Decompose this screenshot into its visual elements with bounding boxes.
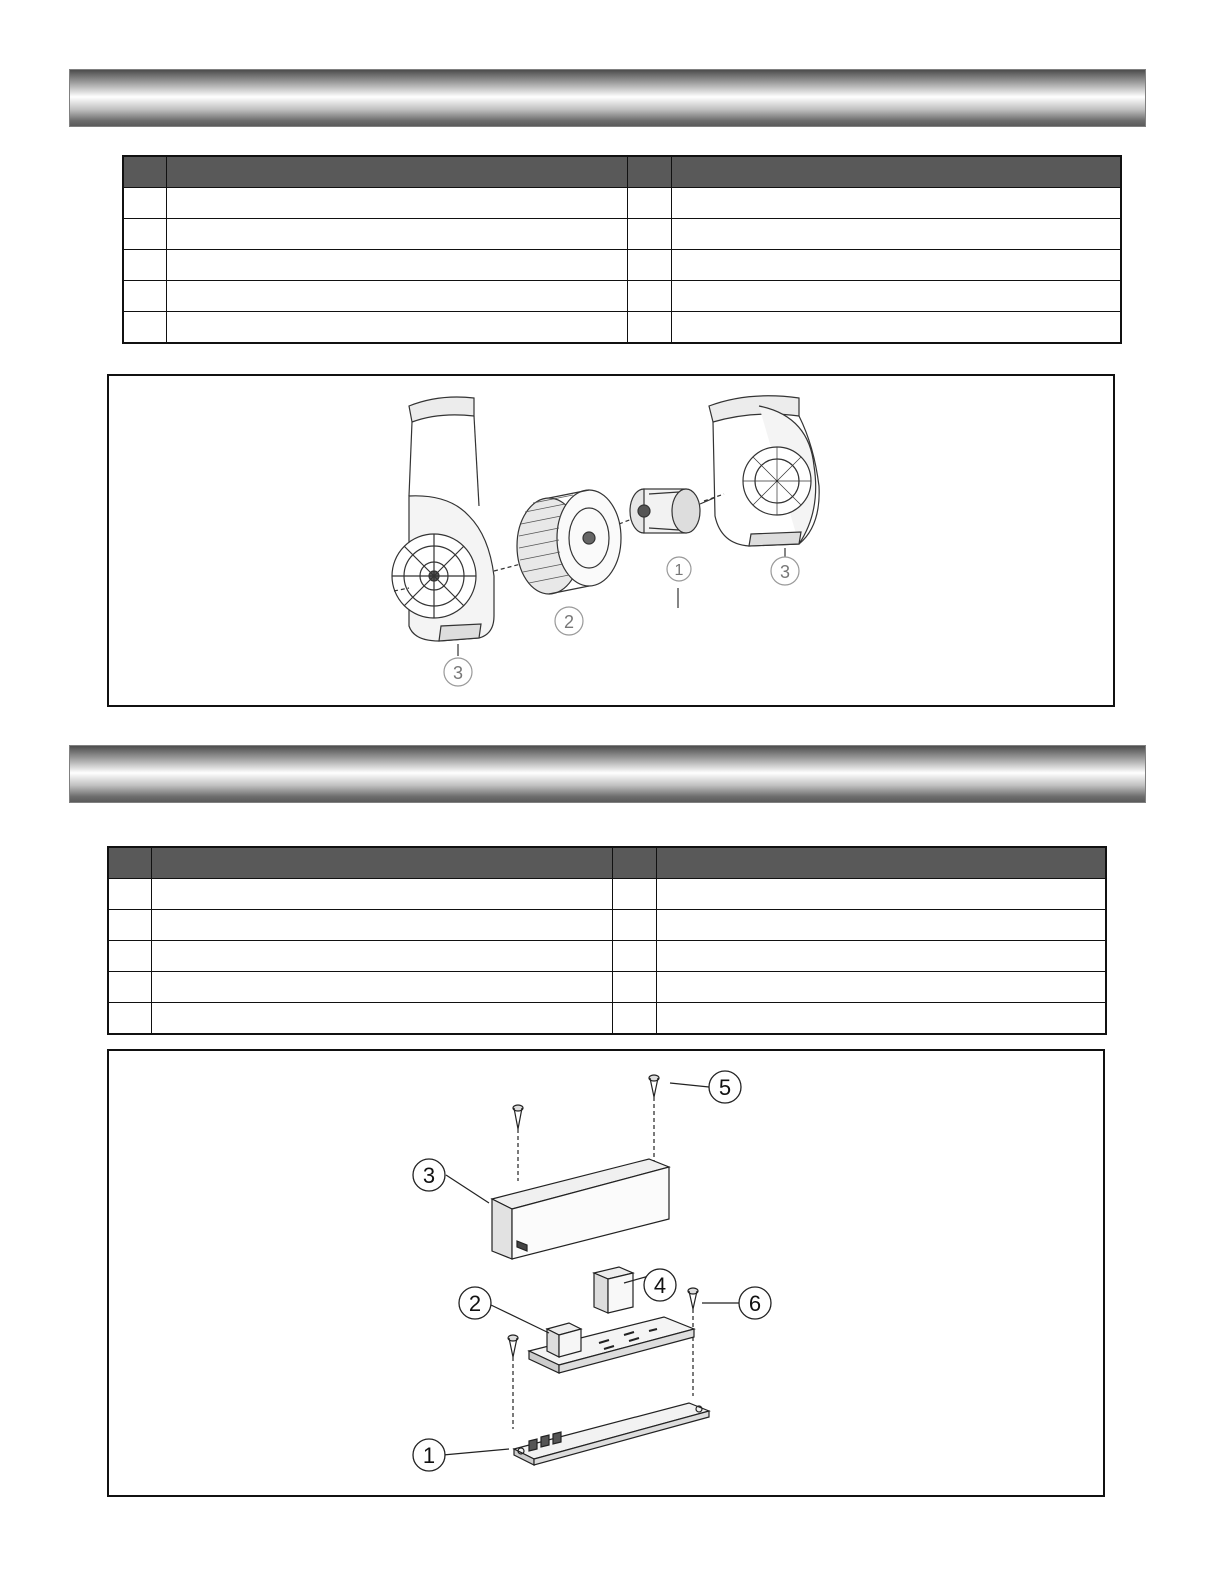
circuit-board — [529, 1317, 694, 1373]
header-no — [627, 156, 671, 188]
left-blower-housing — [392, 397, 494, 641]
table-row — [108, 941, 1106, 972]
table-cell — [627, 281, 671, 312]
table-header-row — [123, 156, 1121, 188]
svg-text:6: 6 — [748, 1291, 762, 1316]
table-row — [123, 188, 1121, 219]
table-cell — [108, 941, 151, 972]
header-description — [166, 156, 627, 188]
table-cell — [656, 910, 1106, 941]
callout-1 — [667, 557, 691, 581]
section-header-banner-1 — [69, 69, 1146, 127]
table-cell — [151, 1003, 612, 1035]
table-cell — [671, 281, 1121, 312]
table-cell — [108, 879, 151, 910]
table-row — [123, 219, 1121, 250]
callout-5 — [709, 1071, 741, 1103]
blower-exploded-diagram — [107, 374, 1115, 707]
table-row — [108, 1003, 1106, 1035]
table-cell — [612, 910, 656, 941]
table-cell — [612, 972, 656, 1003]
callout-3-right — [771, 557, 799, 585]
table-cell — [151, 879, 612, 910]
callout-3-left — [444, 658, 472, 686]
table-cell — [123, 219, 166, 250]
table-cell — [671, 219, 1121, 250]
table-cell — [108, 972, 151, 1003]
table-cell — [108, 910, 151, 941]
table-cell — [627, 219, 671, 250]
relay-component — [594, 1267, 633, 1313]
svg-text:3: 3 — [452, 663, 464, 683]
table-row — [123, 250, 1121, 281]
header-no — [123, 156, 166, 188]
table-cell — [627, 188, 671, 219]
table-header-row — [108, 847, 1106, 879]
screw-icon — [513, 1105, 523, 1181]
table-cell — [627, 250, 671, 281]
table-cell — [166, 188, 627, 219]
table-cell — [166, 281, 627, 312]
header-description — [671, 156, 1121, 188]
blower-wheel — [517, 490, 621, 594]
table-cell — [671, 312, 1121, 344]
table-cell — [123, 250, 166, 281]
table-cell — [123, 312, 166, 344]
table-cell — [166, 219, 627, 250]
table-row — [108, 972, 1106, 1003]
parts-table-2 — [107, 846, 1107, 1035]
svg-text:3: 3 — [779, 562, 791, 582]
table-cell — [656, 879, 1106, 910]
table-cell — [656, 1003, 1106, 1035]
table-row — [108, 910, 1106, 941]
table-cell — [656, 941, 1106, 972]
table-row — [123, 312, 1121, 344]
table-cell — [656, 972, 1106, 1003]
table-cell — [123, 281, 166, 312]
svg-text:2: 2 — [468, 1291, 482, 1316]
table-cell — [671, 250, 1121, 281]
table-cell — [612, 1003, 656, 1035]
svg-text:1: 1 — [422, 1443, 436, 1468]
screw-icon — [649, 1075, 659, 1161]
svg-text:3: 3 — [422, 1163, 436, 1188]
table-cell — [123, 188, 166, 219]
section-header-banner-2 — [69, 745, 1146, 803]
table-cell — [151, 972, 612, 1003]
callout-2 — [555, 607, 583, 635]
header-description — [151, 847, 612, 879]
table-cell — [151, 910, 612, 941]
control-box-base — [514, 1403, 709, 1465]
svg-text:1: 1 — [674, 562, 684, 579]
table-cell — [166, 250, 627, 281]
blower-assembly-illustration — [109, 376, 1113, 705]
table-row — [123, 281, 1121, 312]
svg-text:5: 5 — [718, 1075, 732, 1100]
table-cell — [166, 312, 627, 344]
table-cell — [151, 941, 612, 972]
svg-text:2: 2 — [563, 612, 575, 632]
control-box-exploded-diagram — [107, 1049, 1105, 1497]
right-blower-housing — [709, 396, 819, 546]
callout-2 — [459, 1287, 491, 1319]
screw-icon — [508, 1335, 518, 1429]
table-cell — [612, 941, 656, 972]
screw-icon — [688, 1288, 698, 1396]
blower-motor — [630, 489, 714, 533]
header-description — [656, 847, 1106, 879]
table-cell — [671, 188, 1121, 219]
parts-table-1 — [122, 155, 1122, 344]
table-cell — [612, 879, 656, 910]
callout-3 — [413, 1159, 445, 1191]
table-cell — [627, 312, 671, 344]
header-no — [612, 847, 656, 879]
table-row — [108, 879, 1106, 910]
table-cell — [108, 1003, 151, 1035]
callout-1 — [413, 1439, 445, 1471]
control-box-illustration — [109, 1051, 1103, 1495]
callout-6 — [739, 1287, 771, 1319]
callout-4 — [644, 1269, 676, 1301]
svg-text:4: 4 — [653, 1273, 667, 1298]
header-no — [108, 847, 151, 879]
